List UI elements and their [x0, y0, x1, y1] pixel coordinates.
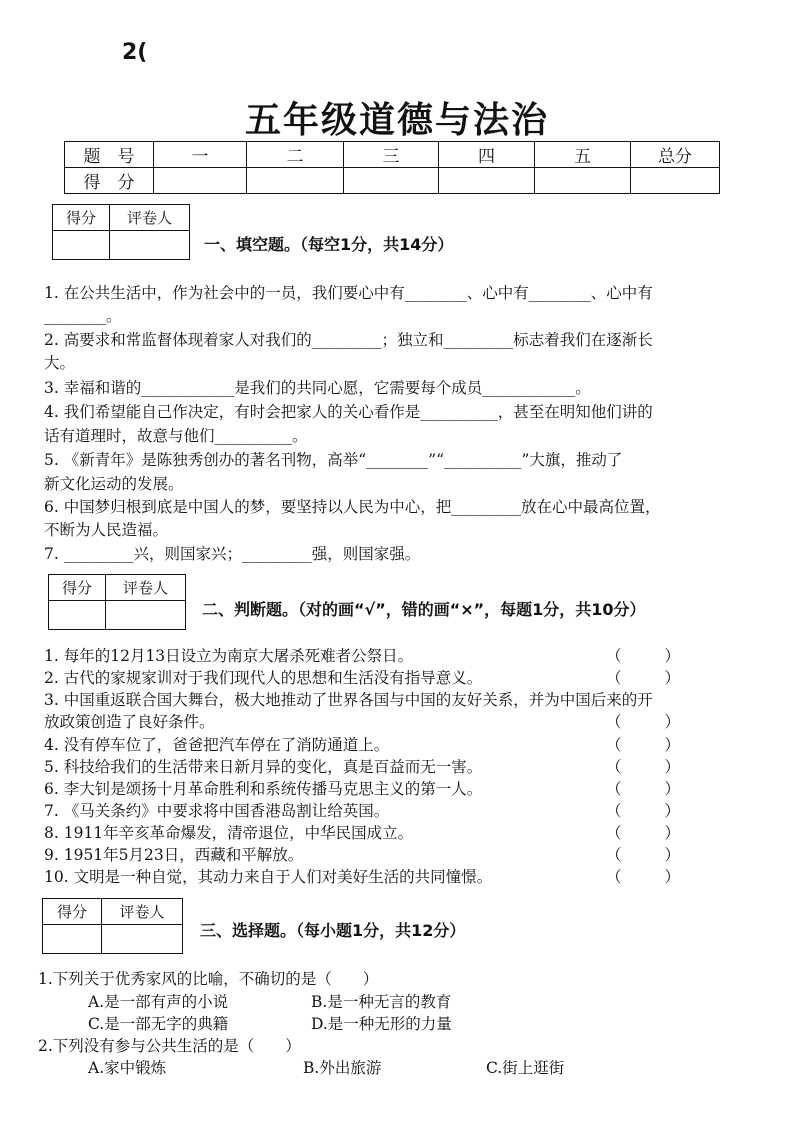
question-line: 放政策创造了良好条件。	[44, 713, 215, 731]
section3-heading: 三、选择题。（每小题1分，共12分）	[200, 921, 466, 940]
answer-parens[interactable]: （ ）	[606, 713, 680, 731]
question-line: 不断为人民造福。	[44, 521, 169, 539]
choice-option-b[interactable]: B.是一种无言的教育	[311, 993, 452, 1011]
choice-option-d[interactable]: D.是一种无形的力量	[311, 1015, 452, 1033]
grader-score-label: 得分	[53, 205, 110, 231]
question-line: ________。	[44, 307, 122, 325]
score-table	[64, 141, 720, 194]
score-cell-total[interactable]	[631, 168, 720, 194]
section1-heading: 一、填空题。（每空1分，共14分）	[204, 235, 454, 254]
grader-box-1	[52, 204, 190, 260]
question-line: 4. 没有停车位了，爸爸把汽车停在了消防通道上。	[44, 736, 390, 754]
question-line: 3. 中国重返联合国大舞台，极大地推动了世界各国与中国的友好关系，并为中国后来的开	[44, 691, 653, 709]
answer-parens[interactable]: （ ）	[606, 846, 680, 864]
choice-option-a[interactable]: A.是一部有声的小说	[88, 993, 229, 1011]
score-header-label: 题 号	[65, 142, 154, 168]
question-line: 2. 古代的家规家训对于我们现代人的思想和生活没有指导意义。	[44, 669, 483, 687]
question-line: 1. 每年的12月13日设立为南京大屠杀死难者公祭日。	[44, 647, 414, 665]
score-cell-5[interactable]	[535, 168, 631, 194]
score-header-5: 五	[535, 142, 631, 168]
question-line: 7. _________兴，则国家兴；_________强，则国家强。	[44, 545, 421, 563]
question-line: 10. 文明是一种自觉，其动力来自于人们对美好生活的共同憧憬。	[44, 868, 493, 886]
grader-score-cell[interactable]	[49, 601, 106, 630]
choice-option-b[interactable]: B.外出旅游	[303, 1059, 382, 1077]
answer-parens[interactable]: （ ）	[606, 758, 680, 776]
score-table-header-row	[65, 142, 720, 168]
question-line: 6. 李大钊是颂扬十月革命胜利和系统传播马克思主义的第一人。	[44, 780, 483, 798]
grader-name-label: 评卷人	[106, 575, 186, 601]
page-title: 五年级道德与法治	[244, 100, 549, 141]
answer-parens[interactable]: （ ）	[606, 824, 680, 842]
score-header-total: 总分	[631, 142, 720, 168]
grader-name-label: 评卷人	[110, 205, 190, 231]
grader-name-label: 评卷人	[102, 899, 183, 925]
score-row-label: 得 分	[65, 168, 154, 194]
choice-question-stem: 2.下列没有参与公共生活的是（ ）	[38, 1037, 301, 1055]
question-line: 2. 高要求和常监督体现着家人对我们的_________；独立和_________标志着我们在逐渐长	[44, 331, 653, 349]
score-table-score-row	[65, 168, 720, 194]
section2-heading: 二、判断题。（对的画“√”，错的画“×”，每题1分，共10分）	[202, 600, 646, 619]
question-line: 9. 1951年5月23日，西藏和平解放。	[44, 846, 304, 864]
score-header-3: 三	[344, 142, 439, 168]
choice-option-a[interactable]: A.家中锻炼	[88, 1059, 167, 1077]
question-line: 话有道理时，故意与他们__________。	[44, 427, 308, 445]
grader-box-2	[48, 574, 186, 630]
question-line: 4. 我们希望能自己作决定，有时会把家人的关心看作是__________，甚至在明知他们讲的	[44, 403, 653, 421]
corner-mark: 2(	[122, 40, 148, 65]
grader-box-3	[42, 898, 183, 954]
answer-parens[interactable]: （ ）	[606, 868, 680, 886]
question-line: 7. 《马关条约》中要求将中国香港岛割让给英国。	[44, 802, 390, 820]
question-line: 8. 1911年辛亥革命爆发，清帝退位，中华民国成立。	[44, 824, 414, 842]
score-header-2: 二	[247, 142, 344, 168]
answer-parens[interactable]: （ ）	[606, 780, 680, 798]
score-header-1: 一	[154, 142, 247, 168]
question-line: 5. 科技给我们的生活带来日新月异的变化，真是百益而无一害。	[44, 758, 483, 776]
choice-question-stem: 1.下列关于优秀家风的比喻，不确切的是（ ）	[38, 970, 379, 988]
answer-parens[interactable]: （ ）	[606, 647, 680, 665]
score-cell-1[interactable]	[154, 168, 247, 194]
choice-option-c[interactable]: C.是一部无字的典籍	[88, 1015, 229, 1033]
question-line: 6. 中国梦归根到底是中国人的梦，要坚持以人民为中心，把_________放在心中最高位置，	[44, 498, 661, 516]
answer-parens[interactable]: （ ）	[606, 736, 680, 754]
score-cell-3[interactable]	[344, 168, 439, 194]
grader-name-cell[interactable]	[106, 601, 186, 630]
score-cell-4[interactable]	[439, 168, 535, 194]
grader-name-cell[interactable]	[102, 925, 183, 954]
answer-parens[interactable]: （ ）	[606, 669, 680, 687]
grader-score-cell[interactable]	[43, 925, 102, 954]
grader-score-label: 得分	[43, 899, 102, 925]
grader-score-label: 得分	[49, 575, 106, 601]
question-line: 3. 幸福和谐的____________是我们的共同心愿，它需要每个成员____________。	[44, 379, 591, 397]
score-header-4: 四	[439, 142, 535, 168]
answer-parens[interactable]: （ ）	[606, 802, 680, 820]
choice-option-c[interactable]: C.街上逛街	[486, 1059, 565, 1077]
grader-score-cell[interactable]	[53, 231, 110, 260]
question-line: 新文化运动的发展。	[44, 475, 184, 493]
question-line: 1. 在公共生活中，作为社会中的一员，我们要心中有________、心中有________、心中有	[44, 284, 653, 302]
grader-name-cell[interactable]	[110, 231, 190, 260]
score-cell-2[interactable]	[247, 168, 344, 194]
question-line: 5. 《新青年》是陈独秀创办的著名刊物，高举“________”“__________”大旗，推动了	[44, 451, 623, 469]
question-line: 大。	[44, 354, 76, 372]
